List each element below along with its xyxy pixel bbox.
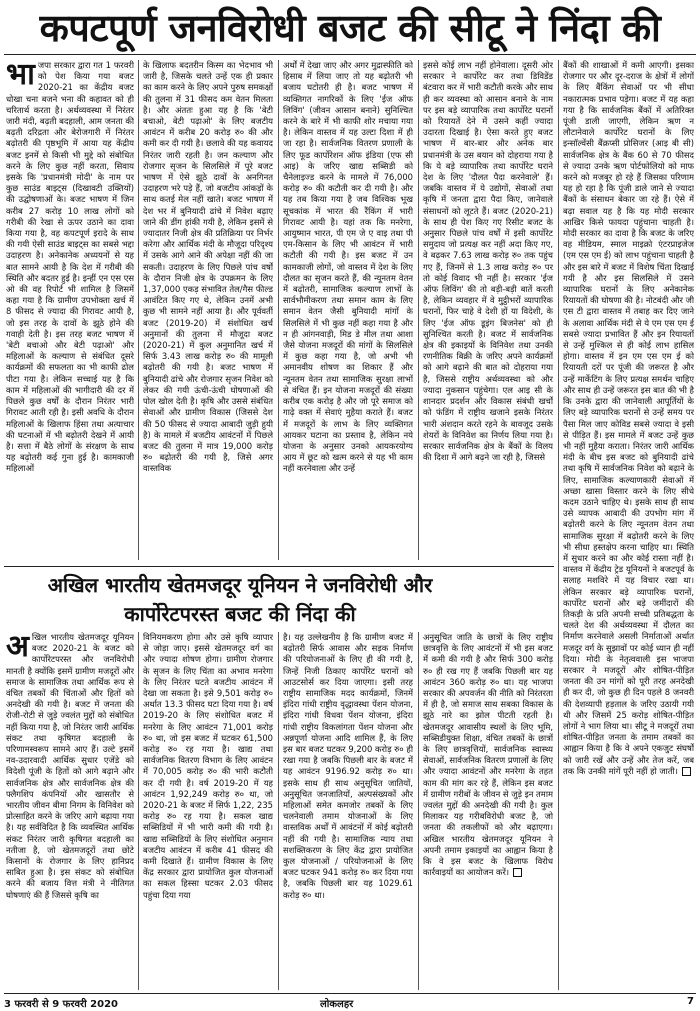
column-divider [418, 60, 419, 560]
article2-column-1 [6, 632, 134, 990]
article1-column-2 [143, 60, 273, 560]
column-text: अनुसूचित जाति के छात्रों के लिए राष्ट्रीय छात्रवृत्ति के लिए आवंटनों में भी इस बजट में कमी की गयी है और सिर्फ 300 करोड़ रु० ही रख गए हैं जबकि पिछली बार यह आवंटन 360 करोड़ रु० था। यह भाजपा सरकार की अपवर्जन की नीति को निरंतरता में ही है, जो समाज साथ सबका विकास के झूठे नारे का झोल पीटती रहती है। खेतमजदूर आवासीय स्थलों के लिए भूमि, सब्सिडीयुक्त शिक्षा, वंचित तबकों के छात्रों के लिए छात्रवृत्तियों, सार्वजनिक स्वास्थ्य सेवाओं, सार्वजनिक वितरण प्रणालों के लिए और ज्यादा आवंटनों और मनरेगा के तहत काम की मांग कर रहे हैं, लेकिन इस बजट में ग्रामीण गरीबों के जीवन से जुड़े इन तमाम ज्वलंत मुद्दों की अनदेखी की गयी है। कुल मिलाकर यह गरीबविरोधी बजट है, जो जनता की तकलीफों को और बढ़ाएगा। अखिल भारतीय खेतमजदूर यूनियन ने अपनी तमाम इकाइयों का आह्वान किया है कि वे इस बजट के खिलाफ विरोध कार्रवाइयों का आयोजन करें। [423, 632, 553, 878]
column-text: बैंकों की शाखाओं में कमी आएगी। इसका रोजगार पर और दूर-दराज के क्षेत्रों में लोगों के लिए बैंकिंग सेवाओं पर भी सीधा नकारात्मक प्रभाव पड़ेगा। बजट में यह कहा गया है कि सार्वजनिक बैंकों में अतिरिक्त पूंजी डाली जाएगी, लेकिन ऋण न लौटानेवाले कार्पोरेट घरानों के लिए इन्सॉल्वेंसी बैंक्रप्सी प्रोसिजर (आइ बी सी) सार्वजनिक क्षेत्र के बैंक 60 से 70 फीसद से ज्यादा उनके ऋण पोर्टफोलियो को माफ करने को मजबूर हो रहे हैं जिसका परिणाम यह हो रहा है कि पूंजी डाले जाने से ज्यादा बैंकों के संसाधन बेकार जा रहे हैं। ऐसे में बढ़ा सवाल यह है कि यह मोदी सरकार आखिर किसे फायदा पहुंचाना चाहती है। मोदी सरकार का दावा है कि बजट के जरिए वह मीडियम, स्माल माइक्रो एंटरप्राइजेज (एम एस एम ई) को लाभ पहुंचाना चाहती है और इस बारे में बजट में विशेष चिंता दिखाई गयी है और इस सिलसिले में उसने व्यापारिक घरानों के लिए अनेकानेक रियायतों की घोषणा की है। नोटबंदी और जी एस टी द्वारा वास्तव में तबाह कर दिए जाने के अलावा आर्थिक मंदी से ये एम एस एम ई सबसे ज्यादा प्रभावित हैं और इन रियायतों से उन्हें मुश्किल से ही कोई लाभ हासिल होगा। वास्तव में इन एम एस एम ई को रियायती दरों पर पूंजी की जरूरत है और उन्हें मार्केटिंग के लिए प्रत्यक्ष समर्थन चाहिए और साथ ही उन्हें जरूरत इस बात की भी है कि उनके द्वारा की जानेवाली आपूर्तियों के लिए बड़े व्यापारिक घरानों से उन्हें समय पर पैसा मिल जाए कोविड सबसे ज्यादा वे इसी से पीड़ित हैं। इस मामले में बजट उन्हें कुछ भी नहीं मुहैया कराता। निरंतर जारी आर्थिक मंदी के बीच इस बजट को बुनियादी ढांचे तथा कृषि में सार्वजनिक निवेश को बढ़ाने के लिए, सामाजिक कल्याणकारी सेवाओं में अच्छा खासा विस्तार करने के लिए सीधे कदम उठाने चाहिए थे। इसके साथ ही साथ उसे व्यापक आबादी की उपभोग मांग में बढ़ोतरी करने के लिए न्यूनतम वेतन तथा सामाजिक सुरक्षा में बढ़ोतरी करने के लिए भी सीधा हस्तक्षेप करना चाहिए था। स्थिति में सुधार करने का और कोई रास्ता नहीं है। वास्तव में केंद्रीय ट्रेड यूनियनों ने बजटपूर्व के सलाह मशविरे में यह विचार रखा था। लेकिन सरकार बड़े व्यापारिक घरानों, कार्पोरेट घरानों और बड़े जमींदारों की तिकड़ी के प्रति अपनी सच्ची प्रतिबद्धता के चलते देश की अर्थव्यवस्था में दौलत का निर्माण करनेवाले असली निर्माताओं अर्थात मजदूर वर्ग के सुझावों पर कोई ध्यान ही नहीं दिया। मोदी के नेतृत्ववाली इस भाजपा सरकार ने मजदूरों और शोषित-पीड़ित जनता की उन मांगों को पूरी तरह अनदेखी ही कर दी, जो कुछ ही दिन पहले 8 जनवरी की देशव्यापी हड़ताल के जरिए उठायी गयी थी और जिसमें 25 करोड़ शोषित-पीड़ित लोगों ने भाग लिया था। सीटू ने मजदूरों तथा शोषित-पीड़ित जनता के तमाम तबकों का आह्वान किया है कि वे अपने एकजुट संघर्षों को जारी रखें और उन्हें और तेज करें, जब तक कि उनकी मांगें पूरी नहीं हो जाती। [563, 60, 694, 776]
article1-column-1 [6, 60, 134, 560]
column-divider [138, 632, 139, 990]
column-divider [278, 60, 279, 560]
end-mark-icon [682, 767, 691, 776]
page-footer [0, 996, 700, 1010]
column-divider [558, 60, 559, 990]
end-mark-icon [513, 868, 522, 877]
dropcap: अ [6, 632, 29, 664]
main-headline: कपटपूर्ण जनविरोधी बजट की सीटू ने निंदा की [39, 6, 661, 50]
column-divider [418, 632, 419, 990]
article2-column-2 [143, 632, 273, 990]
publication-name: लोकलहर [320, 999, 354, 1010]
column-text: इससे कोई लाभ नहीं होनेवाला। दूसरी ओर सरकार ने कार्पोरेट कर तथा डिविडेंड बंटवारा कर में भारी कटौती करके और साथ ही कर व्यवस्था को आसान बनाने के नाम पर इस बड़े व्यापारिक तथा कार्पोरेट घरानों को रियायतें देने में उसने कहीं ज्यादा उदारता दिखाई है। ऐसा करते हुए बजट भाषण में बार-बार और अनेक बार प्रधानमंत्री के उस बयान को दोहराया गया है कि ये बड़े व्यापारिक तथा कार्पोरेट घराने देश के लिए 'दौलत पैदा करनेवाले' हैं। जबकि वास्तव में ये उद्योगों, सेवाओं तथा कृषि में जनता द्वारा पैदा किए, जानेवाले संसाधनों को लूटते हैं। बजट (2020-21) के साथ ही पेश किए गए रिसीट बजट के अनुसार पिछले पांच वर्षों में इसी कार्पोरेट समुदाय जो प्रत्यक्ष कर नहीं अदा किए गए, वे बढ़कर 7.63 लाख करोड़ रु० तक पहुंच गए हैं, जिनमें से 1.3 लाख करोड़ रु० पर तो कोई विवाद भी नहीं है। सरकार 'ईज ऑफ लिविंग' की तो बड़ी-बड़ी बातें करती है, लेकिन व्यवहार में वे मुट्ठीभरों व्यापारिक घरानों, फिर चाहे वे देशी हों या विदेशी, के लिए 'ईज ऑफ डूइंग बिजनेस' को ही सुनिश्चित करती है। बजट में सार्वजनिक क्षेत्र की इकाइयों के विनिवेश तथा उनकी रणनीतिक बिक्री के जरिए अपने कार्यक्रमों को आगे बढ़ाने की बात को दोहराया गया है, जिससे राष्ट्रीय अर्थव्यवस्था को और ज्यादा नुकसान पहुंचेगा। एल आइ सी के शानदार प्रदर्शन और विकास संबंधी खर्चों को फंडिंग में राष्ट्रीय खजाने इसके निरंतर भारी अंशदान करते रहने के बावजूद उसके शेयरों के विनिवेश का निर्णय लिया गया है। सरकार सार्वजनिक क्षेत्र के बैंकों के विलय की दिशा में आगे बढ़ने जा रही है, जिससे [423, 60, 553, 463]
article1-column-5 [563, 60, 694, 990]
footer-rule [4, 993, 696, 994]
article2-column-3 [283, 632, 413, 990]
article1-column-4 [423, 60, 553, 560]
column-divider [138, 60, 139, 560]
column-text: खिल भारतीय खेतमजदूर यूनियन बजट 2020-21 के बजट को कार्पोरेटपरस्त और जनविरोधी मानती है क्योंकि इसमें ग्रामीण मजदूरों और समाज के सामाजिक तथा आर्थिक रूप से वंचित तबकों की चिंताओं और हितों को अनदेखी की गयी है। बजट में जनता की रोजी-रोटी से जुड़े ज्वलंत मुद्दों को संबोधित नहीं किया गया है, जो निरंतर जारी आर्थिक संकट तथा कृषिगत बदहाली के परिणामस्वरूप सामने आए हैं। उल्टे इसमें नव-उदारवादी आर्थिक सुधार एजेंडे को विदेशी पूंजी के हितों को आगे बढ़ाने और सार्वजनिक क्षेत्र और सार्वजनिक क्षेत्र की फ्लैगशिप कंपनियों और खासतौर से भारतीय जीवन बीमा निगम के विनिवेश को प्रोत्साहित करने के जरिए आगे बढ़ाया गया है। यह सर्वविदित है कि व्यवस्थित आर्थिक संकट निरंतर जारी कृषिगत बदहाली का नतीजा है, जो खेतमजदूरों तथा छोटे किसानों के रोजगार के लिए हानिप्रद साबित हुआ है। इस संकट को संबोधित करने की बजाय वित्त मंत्री ने नीतिगत घोषणाएं की हैं जिससे कृषि का [6, 632, 134, 900]
headline-rule [4, 54, 696, 55]
page-number: 7 [687, 996, 694, 1007]
article1-column-3 [283, 60, 413, 560]
section-rule [4, 566, 554, 567]
column-text: विनियमकरण होगा और उसे कृषि व्यापार से जोड़ा जाए। इससे खेतमजदूर वर्ग का और ज्यादा शोषण होगा। ग्रामीण रोजगार के सृजन के लिए चिंता का अभाव मनरेगा के लिए निरंतर घटते बजटीय आवंटन में देखा जा सकता है। इसे 9,501 करोड़ रु० अर्थात 13.3 फीसद घटा दिया गया है। वर्ष 2019-20 के लिए संशोधित बजट में मनरेगा के लिए आवंटन 71,001 करोड़ रु० था, जो इस बजट में घटकर 61,500 करोड़ रु० रह गया है। खाद्य तथा सार्वजनिक वितरण विभाग के लिए आवंटन में 70,005 करोड़ रु० की भारी कटौती कर दी गयी है। वर्ष 2019-20 में यह आवंटन 1,92,249 करोड़ रु० था, जो 2020-21 के बजट में सिर्फ 1,22, 235 करोड़ रु० रह गया है। सकल खाद्य सब्सिडियों में भी भारी कमी की गयी है। खाद्य सब्सिडियों के लिए संशोधित अनुमान बजटीय आवंटन में करीब 41 फीसद की कमी दिखाते हैं। ग्रामीण विकास के लिए केंद्र सरकार द्वारा प्रायोजित कुल योजनाओं का सकल हिस्सा घटकर 2.03 फीसद पहुंचा दिया गया [143, 632, 273, 900]
column-text: के खिलाफ बदतरीन किस्म का भेदभाव भी जारी है, जिसके चलते उन्हें एक ही प्रकार का काम करने के लिए अपने पुरुष समकक्षों की तुलना में 31 फीसद कम वेतन मिलता है। और अंततः हुआ यह है कि 'बेटी बचाओ, बेटी पढ़ाओ' के लिए बजटीय आवंटन में करीब 20 करोड़ रु० की और कमी कर दी गयी है। छलावे की यह कवायद निरंतर जारी रहती है। जन कल्याण और रोजगार सृजन के सिलसिले में पूरे बजट भाषण में ऐसे झूठे दावों के अनगिनत उदाहरण भरे पड़े हैं, जो बजटीय आंकड़ों के साथ कतई मेल नहीं खाते। बजट भाषण में देश भर में बुनियादी ढांचे में निवेश बढ़ाए जाने की डींग हांकी गयी है, लेकिन इसमें से ज्यादातर निजी क्षेत्र की प्रतिक्रिया पर निर्भर करेगा और आर्थिक मंदी के मौजूदा परिदृश्य में उसके आगे आने की अपेक्षा नहीं की जा सकती। उदाहरण के लिए पिछले पांच वर्षों के दौरान निजी क्षेत्र के उपक्रमन के लिए 1,37,000 एकड़ संभावित तेल/गैस फील्ड आवंटित किए गए थे, लेकिन उनमें अभी कुछ भी सामने नहीं आया है। और पूर्ववर्ती बजट (2019-20) में संशोधित खर्च अनुमानों की तुलना में मौजूदा बजट (2020-21) में कुल अनुमानित खर्च में सिर्फ 3.43 लाख करोड़ रु० की मामूली बढ़ोतरी की गयी है। बजट भाषण में बुनियादी ढांचे और रोजगार सृजन निवेश को लेकर की गयी ऊंची-ऊंची घोषणाओं की पोल खोल देती है। कृषि और उससे संबंधित सेवाओं और ग्रामीण विकास (जिससे देश की 50 फीसद से ज्यादा आबादी जुड़ी हुयी है) के मामले में बजटीय आवंटनों में पिछले बजट की तुलना में मात्र 19,000 करोड़ रु० बढ़ोतरी की गयी है, जिसे अगर वास्तविक [143, 60, 273, 474]
secondary-headline: अखिल भारतीय खेतमजदूर यूनियन ने जनविरोधी और कार्पोरेटपरस्त बजट की निंदा की [47, 573, 433, 626]
column-text: जपा सरकार द्वारा गत 1 फरवरी को पेश किया गया बजट 2020-21 का केंद्रीय बजट धोखा चना बजने भना की कहावत को ही चरितार्थ करता है। अर्थव्यवस्था में निरंतर जारी मंदी, बढ़ती बदहाली, आम जनता की बढ़ती दरिद्रता और बेरोजगारी में निरंतर बढ़ोतरी की पृष्ठभूमि में आया यह केंद्रीय बजट इनमें से किसी भी मुद्दे को संबोधित करने के लिए कुछ नहीं करता, सिवाय इसके कि 'प्रधानमंत्री मोदी' के नाम पर कुछ साउंड बाइट्स (दिखावटी उक्तियों) की उद्घोषणाओं के। बजट भाषण में जिन करीब 27 करोड़ 10 लाख लोगों को गरीबी की रेखा से ऊपर उठाने का दावा किया गया है, वह कपटपूर्ण इरादे के साथ की गयी ऐसी साउंड बाइट्स का सबसे भद्दा उदाहरण है। अनेकानेक अध्ययनों से यह बात सामने आयी है कि देश में गरीबी की स्थिति और बदतर हुई है। इन्हीं एन एस एस ओ की वह रिपोर्ट भी शामिल है जिसमें कहा गया है कि ग्रामीण उपभोक्ता खर्च में 8 फीसद से ज्यादा की गिरावट आयी है, जो इस तरह के दावों के झूठे होने की गवाही देती है। इस तरह बजट भाषण में 'बेटी बचाओ और बेटी पढ़ाओ' और महिलाओं के कल्याण से संबंधित दूसरे कार्यक्रमों की सफलता का भी काफी ढोल पीटा गया है। लेकिन सच्चाई यह है कि काम में महिलाओं की भागीदारी की दर में पिछले कुछ वर्षों के दौरान निरंतर भारी गिरावट आती रही है। इसी अवधि के दौरान महिलाओं के खिलाफ हिंसा तथा अत्याचार की घटनाओं में भी बढ़ोतरी देखने में आयी है। सत्ता में बैठे लोगों के संरक्षण के साथ यह बढ़ोतरी कई गुना हुई है। कामकाजी महिलाओं [6, 60, 134, 474]
dropcap: भा [6, 60, 35, 92]
issue-date: 3 फरवरी से 9 फरवरी 2020 [4, 999, 118, 1010]
column-divider [278, 632, 279, 990]
column-text: है। यह उल्लेखनीय है कि ग्रामीण बजट में बढ़ोतरी सिर्फ आवास और सड़क निर्माण की परियोजनाओं के लिए ही की गयी है, जिन्हें निजी ठिकाए कार्पोरेट घरानों को आउटसोर्स कर दिया जाएगा। इसी तरह राष्ट्रीय सामाजिक मदद कार्यक्रमों, जिनमें इंदिरा गांधी राष्ट्रीय वृद्धावस्था पेंशन योजना, इंदिरा गांधी विधवा पेंशन योजना, इंदिरा गांधी राष्ट्रीय विकलांगता पेंशन योजना और अन्नपूर्णा योजना आदि शामिल हैं, के लिए इस बार बजट घटकर 9,200 करोड़ रु० ही रखा गया है जबकि पिछली बार के बजट में यह आवंटन 9196.92 करोड़ रु० था। इसके साथ ही साथ अनुसूचित जातियों, अनुसूचित जनजातियों, अल्पसंख्यकों और महिलाओं समेत कमजोर तबकों के लिए चलनेवाली तमाम योजनाओं के लिए वास्तविक अर्थों में आवंटनों में कोई बढ़ोतरी नहीं की गयी है। सामाजिक न्याय तथा सशक्तिकरण के लिए केंद्र द्वारा प्रायोजित कुल योजनाओं / परियोजनाओं के लिए बजट घटकर 941 करोड़ रु० कर दिया गया है, जबकि पिछली बार यह 1029.61 करोड़ रु० था। [283, 632, 413, 900]
article2-column-4 [423, 632, 553, 990]
column-text: अर्थों में देखा जाए और अगर मुद्रास्फीति को हिसाब में लिया जाए तो यह बढ़ोतरी भी बजाय घटोतरी ही है। बजट भाषण में व्यक्तिगत नागरिकों के लिए 'ईज ऑफ लिविंग' (जीवन आसान बनाने) सुनिश्चित करने के बारे में भी काफी शोर मचाया गया है। लेकिन वास्तव में यह उल्टा दिशा में ही जा रहा है। सार्वजनिक वितरण प्रणाली के लिए फूड कार्पोरेशन ऑफ इंडिया (एफ सी आइ) के जरिए खाद्य सब्सिडी को चैनेलाइज्ड करने के मामले में 76,000 करोड़ रु० की कटौती कर दी गयी है। और यह तब किया गया है जब विश्विक भूख सूचकांक में भारत की रैंकिंग में भारी गिरावट आयी है। यहां तक कि मनरेगा, आयुष्मान भारत, पी एम जे ए वाइ तथा पी एम-किसान के लिए भी आवंटन में भारी कटौती की गयी है। इस बजट में उन कामकाजी लोगों, जो वास्तव में देश के लिए दौलत का सृजन करते हैं, की न्यूनतम वेतन में बढ़ोतरी, सामाजिक कल्याण लाभों के सार्वभौमीकरण तथा समान काम के लिए समान वेतन जैसी बुनियादी मांगों के सिलसिले में भी कुछ नहीं कहा गया है और न ही आंगनवाड़ी, मिड डे मील तथा आशा जैसे योजना मजदूरों की मांगों के सिलसिले में कुछ कहा गया है, जो अभी भी अमानवीय शोषण का शिकार हैं और न्यूनतम वेतन तथा सामाजिक सुरक्षा लाभों से वंचित हैं। इन योजना मजदूरों की संख्या करीब एक करोड़ है और जो पूरे समाज को गाढ़े वक्त में सेवाएं मुहैया कराते हैं। बजट में मजदूरों के लाभ के लिए व्यक्तिगत आयकर घटाना का प्रस्ताव है, लेकिन नये योजना के अनुसार उनको आयकरयोग्य आय में छूट को खत्म करने से यह भी काम नहीं करनेवाला और उन्हें [283, 60, 413, 474]
